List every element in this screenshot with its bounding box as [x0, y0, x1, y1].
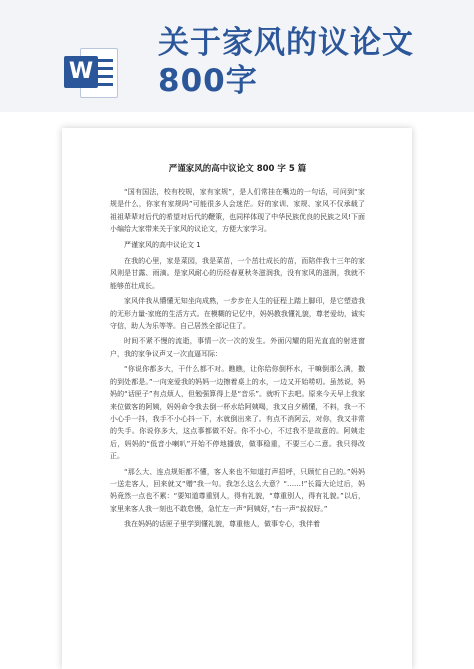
document-heading: 严谨家风的高中议论文 800 字 5 篇 — [168, 164, 307, 174]
header-banner — [0, 0, 474, 112]
section-heading: 严谨家风的高中议论文 1 — [124, 240, 201, 249]
paragraph: “那么大、连点规矩都不懂，客人来也不知道打声招呼，只顾忙自己的。”妈妈一送走客人，回来就又“赠”我一句。我怎么这么大意？“……!”长篇大论过后，妈妈竟然一点也不累：“要知道尊重别人，得有礼貌，“尊重别人，得有礼貌。”以后，家里来客人我一刻也不敢怠慢，急忙左一声“阿姨好，”右一声“叔叔好。” — [110, 467, 365, 513]
word-document-icon — [62, 44, 118, 100]
paragraph: 我在妈妈的话匣子里学到懂礼貌，尊重他人，做事专心，我伴着 — [124, 520, 320, 529]
paragraph: “你说你都多大，干什么都不对。瞧瞧，让你给你倒杯水，干嘛倒那么满，撒的到处都是。”一向宠爱我的妈妈一边擦着桌上的水，一边又开始唠叨。虽然说，妈妈的“话匣子”有点烦人，但勉强算得上是“音乐”。就听下去吧。原来今天早上我家来位做客的阿姨，妈妈命令我去倒一杯水给阿姨喝，我又自夕稀懂，不料，我一不小心手一抖，我手不小心抖一下，水就倒出来了。有点不消阿云，对你，我又非常的失手。你说你多大，这点事都做不好。你不小心，不过我不是故意的。阿姨走后，妈妈的“低音小喇叭”开始不停地播放，做事稳重，不要三心二意。我只得改正。 — [110, 365, 365, 461]
page-title — [158, 24, 414, 100]
document-body — [110, 162, 365, 531]
paragraph-intro: “国有国法，校有校规，家有家规”，是人们常挂在嘴边的一句话，可问到“家规是什么，你家有家规吗”可能很多人会迷茫。好的家训、家规、家风不仅承载了祖祖辈辈对后代的希望对后代的鞭策，也同样体现了中华民族优良的民族之风!下面小编给大家带来关于家风的议论文，方便大家学习。 — [110, 188, 365, 234]
page-title-line-1: 关于家风的议论文 — [158, 25, 414, 61]
page-title-line-2: 800字 — [158, 63, 258, 99]
app-badge: W — [64, 56, 98, 88]
paragraph: 时间不紧不慢的流逝，事情一次一次的发生。外面闪耀的阳光直直的射进窗户，我的家争议声又一次直逼耳际： — [110, 337, 365, 358]
paragraph: 家风伴我从懵懂无知坐向成熟，一步步在人生的征程上踏上脚印，是它塑造我的无形力量-家庭的生活方式。在模糊的记忆中，妈妈教我懂礼貌，尊老爱幼，诚实守信，助人为乐等等。自己居然全部记住了。 — [110, 297, 365, 331]
paragraph: 在我的心里，家是菜园，我是菜苗，一个茁壮成长的苗，而陪伴我十三年的家风则是甘露、雨滴。是家风耐心的历经春夏秋冬滋润我，没有家风的滋润，我就不能够茁壮成长。 — [110, 257, 365, 290]
document-page — [62, 128, 412, 669]
